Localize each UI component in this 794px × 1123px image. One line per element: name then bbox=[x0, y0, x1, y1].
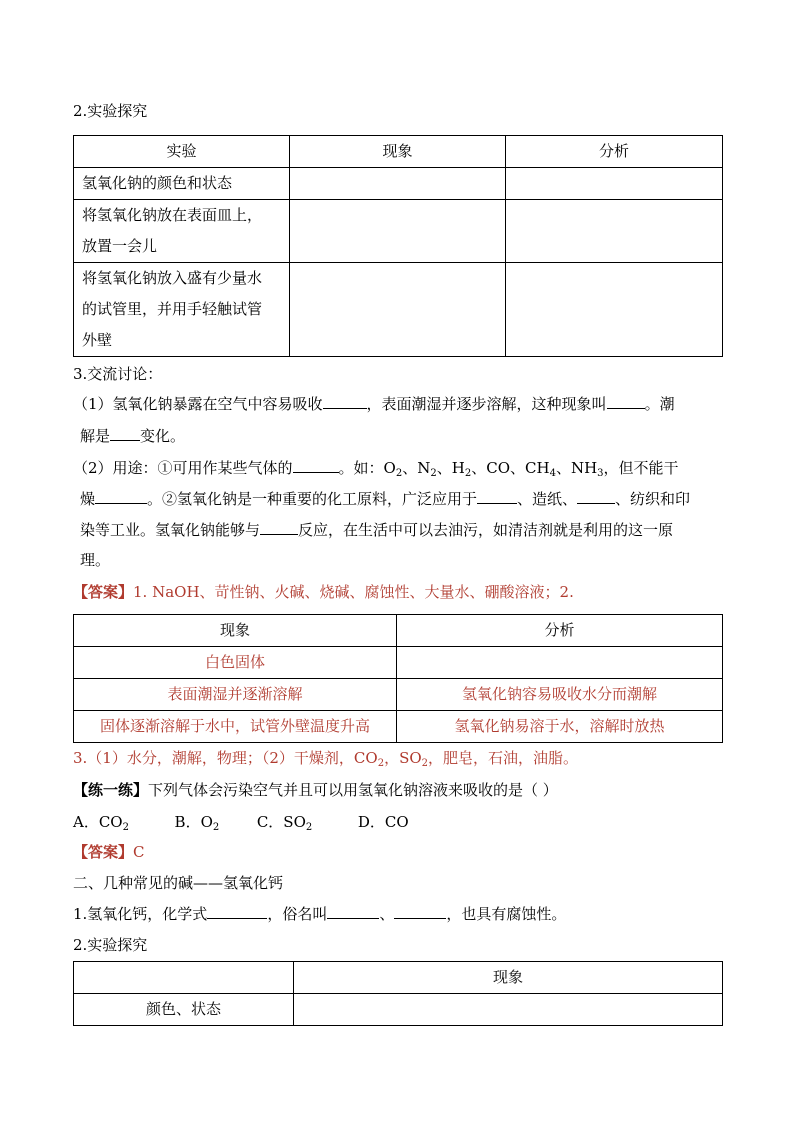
text: 1.氢氧化钙，化学式 bbox=[73, 905, 208, 923]
practice-options bbox=[73, 812, 409, 832]
answer-blank bbox=[577, 489, 615, 504]
text: 解是 bbox=[80, 427, 111, 445]
question-2-line4: 理。 bbox=[80, 551, 111, 569]
answer-blank bbox=[394, 904, 446, 919]
cell-text: 将氢氧化钠放入盛有少量水 bbox=[82, 269, 263, 287]
answer-label: 【答案】 bbox=[73, 583, 134, 601]
question-2-line2 bbox=[80, 489, 690, 509]
text: 、纺织和印 bbox=[615, 490, 691, 508]
answer-blank bbox=[293, 458, 339, 473]
text: 染等工业。氢氧化钠能够与 bbox=[80, 521, 261, 539]
answer-blank bbox=[323, 394, 367, 409]
answer-text: C bbox=[133, 843, 145, 861]
practice-question bbox=[73, 780, 558, 800]
text: 、NH bbox=[555, 459, 598, 477]
question-1-line2 bbox=[80, 426, 185, 446]
section-heading-discussion: 3.交流讨论： bbox=[73, 365, 163, 383]
table-cell bbox=[290, 168, 506, 200]
cell-text: 的试管里，并用手轻触试管 bbox=[82, 300, 263, 318]
table-header: 现象 bbox=[290, 136, 506, 168]
table-header bbox=[74, 962, 294, 994]
table-header: 现象 bbox=[294, 962, 723, 994]
question-2-line3 bbox=[80, 520, 673, 540]
section-heading-experiment: 2.实验探究 bbox=[73, 102, 148, 120]
table-header: 实验 bbox=[74, 136, 290, 168]
table-cell bbox=[397, 647, 723, 679]
practice-text: 下列气体会污染空气并且可以用氢氧化钠溶液来吸收的是（ ） bbox=[148, 781, 558, 799]
answer-label: 【答案】 bbox=[73, 843, 134, 861]
experiment-table bbox=[73, 135, 723, 357]
answer-line-1 bbox=[73, 582, 574, 602]
practice-answer bbox=[73, 842, 145, 862]
option-text: C．SO bbox=[256, 813, 306, 831]
answer-blank bbox=[110, 426, 140, 441]
table-header: 分析 bbox=[397, 615, 723, 647]
answer-blank bbox=[477, 489, 517, 504]
answer-blank bbox=[327, 904, 379, 919]
answer-blank bbox=[207, 904, 267, 919]
practice-label: 【练一练】 bbox=[73, 781, 149, 799]
table-cell bbox=[74, 200, 290, 263]
cell-text: 将氢氧化钠放在表面皿上， bbox=[82, 206, 263, 224]
answer-text: 1. NaOH、苛性钠、火碱、烧碱、腐蚀性、大量水、硼酸溶液；2. bbox=[133, 583, 574, 601]
answer-line-3: 3.（1）水分，潮解，物理；（2）干燥剂，$CO_2$，$SO_2$，肥皂，石油，油脂。 bbox=[73, 749, 579, 769]
section-title-calcium-hydroxide: 二、几种常见的碱——氢氧化钙 bbox=[73, 874, 284, 892]
table-cell bbox=[506, 168, 723, 200]
answer-table bbox=[73, 614, 723, 743]
table-cell: 固体逐渐溶解于水中，试管外壁温度升高 bbox=[74, 711, 397, 743]
text: 、造纸、 bbox=[517, 490, 578, 508]
table-cell: 表面潮湿并逐渐溶解 bbox=[74, 679, 397, 711]
answer-blank bbox=[260, 520, 298, 535]
text: ，俗名叫 bbox=[267, 905, 328, 923]
option-a[interactable]: A．$CO_2$ bbox=[73, 813, 129, 833]
table-cell bbox=[290, 263, 506, 357]
option-text: A．CO bbox=[73, 813, 123, 831]
table-cell bbox=[506, 200, 723, 263]
cell-text: 外壁 bbox=[82, 331, 113, 349]
text: 变化。 bbox=[140, 427, 186, 445]
answer-text: ，肥皂，石油，油脂。 bbox=[428, 749, 579, 767]
answer-text: ，SO bbox=[384, 749, 422, 767]
text: 、N bbox=[402, 459, 431, 477]
answer-blank bbox=[95, 489, 147, 504]
text: ，也具有腐蚀性。 bbox=[446, 905, 567, 923]
cell-text: 氢氧化钠的颜色和状态 bbox=[82, 174, 233, 192]
text: ，表面潮湿并逐步溶解，这种现象叫 bbox=[366, 395, 607, 413]
question-1-line1 bbox=[73, 394, 675, 414]
table-header: 分析 bbox=[506, 136, 723, 168]
text: 、CO、CH bbox=[471, 459, 550, 477]
table-cell bbox=[506, 263, 723, 357]
text: （1）氢氧化钠暴露在空气中容易吸收 bbox=[73, 395, 323, 413]
text: 反应，在生活中可以去油污，如清洁剂就是利用的这一原 bbox=[298, 521, 674, 539]
table-cell bbox=[74, 168, 290, 200]
option-b[interactable]: B．$O_2$ bbox=[174, 813, 220, 833]
table-cell: 氢氧化钠容易吸收水分而潮解 bbox=[397, 679, 723, 711]
table-cell: 白色固体 bbox=[74, 647, 397, 679]
option-text: B．O bbox=[174, 813, 213, 831]
option-c[interactable]: C．$SO_2$ bbox=[256, 813, 313, 833]
text: 、 bbox=[379, 905, 395, 923]
question-2-line1: （2）用途：①可用作某些气体的 。如：$O_2$、$N_2$、$H_2$、CO、$CH_4$、$NH_3$，但不能干 bbox=[73, 459, 679, 479]
table-cell: 颜色、状态 bbox=[74, 994, 294, 1026]
calcium-hydroxide-table bbox=[73, 961, 723, 1026]
text: 。如：O bbox=[338, 459, 396, 477]
table-cell bbox=[294, 994, 723, 1026]
section-heading-experiment-2: 2.实验探究 bbox=[73, 936, 148, 954]
table-cell bbox=[74, 263, 290, 357]
answer-blank bbox=[607, 394, 645, 409]
option-d[interactable]: D．CO bbox=[357, 813, 409, 831]
text: 。潮 bbox=[644, 395, 675, 413]
text: 、H bbox=[436, 459, 465, 477]
table-cell bbox=[290, 200, 506, 263]
text: ，但不能干 bbox=[603, 459, 679, 477]
calcium-hydroxide-question bbox=[73, 904, 566, 924]
cell-text: 放置一会儿 bbox=[82, 237, 158, 255]
table-cell: 氢氧化钠易溶于水，溶解时放热 bbox=[397, 711, 723, 743]
text: 。②氢氧化钠是一种重要的化工原料，广泛应用于 bbox=[147, 490, 478, 508]
table-header: 现象 bbox=[74, 615, 397, 647]
text: 燥 bbox=[80, 490, 96, 508]
answer-text: 3.（1）水分，潮解，物理；（2）干燥剂，CO bbox=[73, 749, 378, 767]
text: （2）用途：①可用作某些气体的 bbox=[73, 459, 293, 477]
